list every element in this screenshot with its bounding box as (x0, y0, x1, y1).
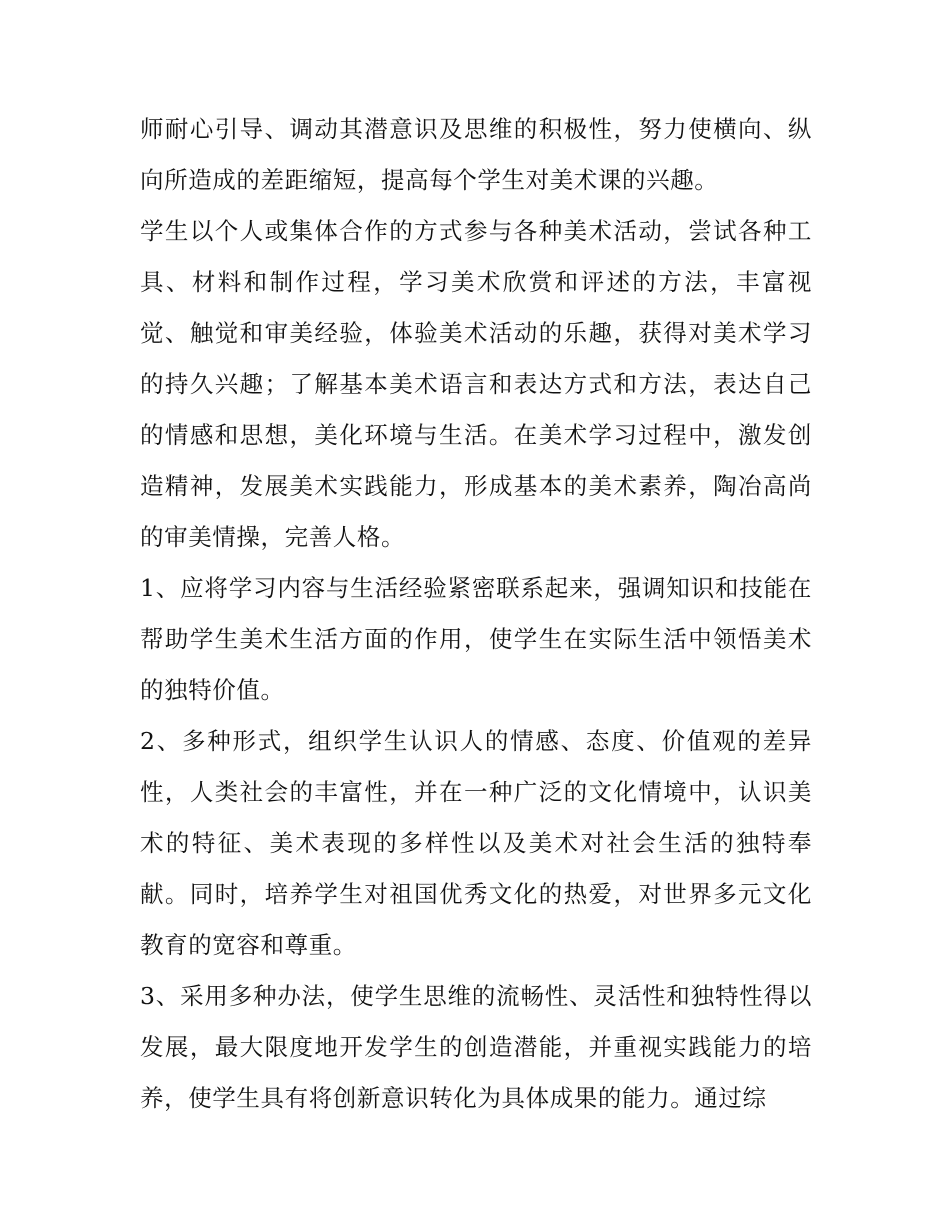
paragraph-item-1: 1、应将学习内容与生活经验紧密联系起来，强调知识和技能在帮助学生美术生活方面的作用，使学生在实际生活中领悟美术的独特价值。 (140, 574, 812, 704)
paragraph-item-2: 2、多种形式，组织学生认识人的情感、态度、价值观的差异性，人类社会的丰富性，并在一种广泛的文化情境中，认识美术的特征、美术表现的多样性以及美术对社会生活的独特奉献。同时，培养学生对祖国优秀文化的热爱，对世界多元文化教育的宽容和尊重。 (140, 727, 812, 959)
document-body (140, 104, 812, 1124)
paragraph-goals: 学生以个人或集体合作的方式参与各种美术活动，尝试各种工具、材料和制作过程，学习美术欣赏和评述的方法，丰富视觉、触觉和审美经验，体验美术活动的乐趣，获得对美术学习的持久兴趣；了解基本美术语言和表达方式和方法，表达自己的情感和思想，美化环境与生活。在美术学习过程中，激发创造精神，发展美术实践能力，形成基本的美术素养，陶冶高尚的审美情操，完善人格。 (140, 217, 812, 551)
paragraph-continuation: 师耐心引导、调动其潜意识及思维的积极性，努力使横向、纵向所造成的差距缩短，提高每个学生对美术课的兴趣。 (140, 115, 812, 194)
paragraph-item-3: 3、采用多种办法，使学生思维的流畅性、灵活性和独特性得以发展，最大限度地开发学生的创造潜能，并重视实践能力的培养，使学生具有将创新意识转化为具体成果的能力。通过综 (140, 982, 812, 1112)
